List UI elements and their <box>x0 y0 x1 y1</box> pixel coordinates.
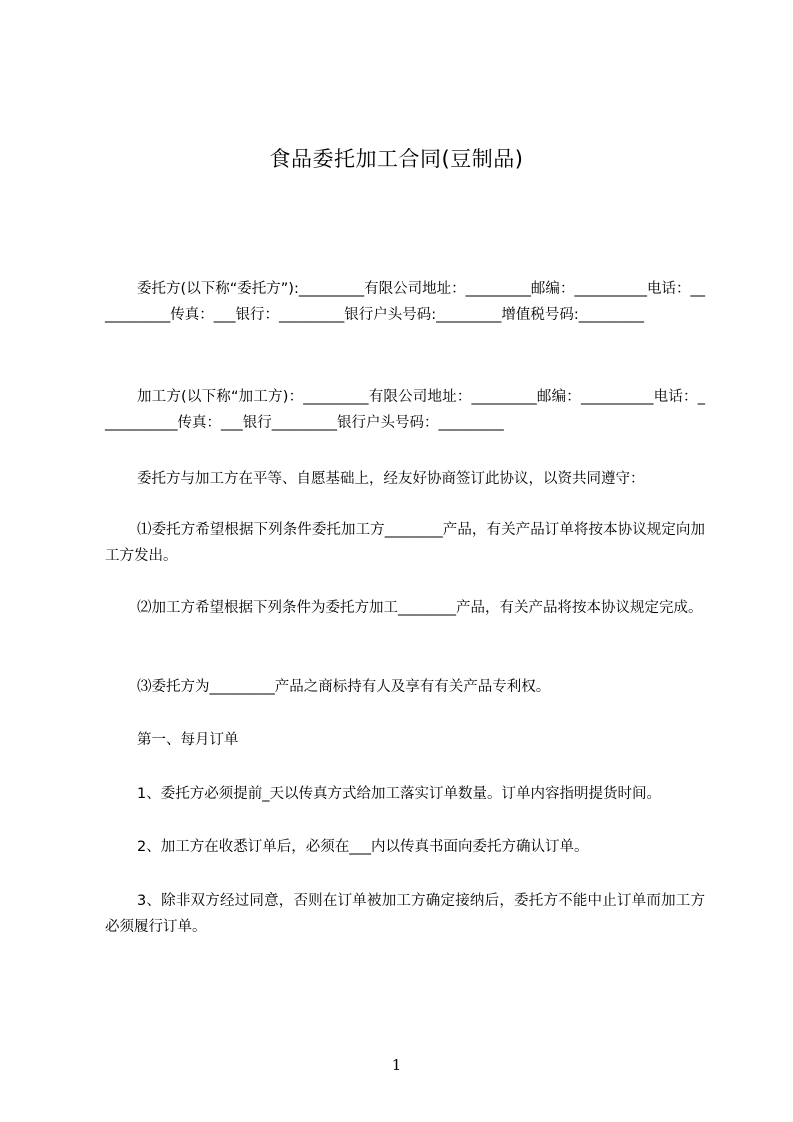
item-1-paragraph: 1、委托方必须提前_天以传真方式给加工落实订单数量。订单内容指明提货时间。 <box>137 786 661 802</box>
clause-2-paragraph: ⑵加工方希望根据下列条件为委托方加工________产品，有关产品将按本协议规定完成。 <box>137 600 703 616</box>
item-3-paragraph: 3、除非双方经过同意，否则在订单被加工方确定接纳后，委托方不能中止订单而加工方必须履行订单。 <box>105 893 705 935</box>
item-2-paragraph: 2、加工方在收悉订单后，必须在___内以传真书面向委托方确认订单。 <box>137 839 589 855</box>
party-a-info-paragraph: 委托方(以下称“委托方”):_________有限公司地址：_________邮编：__________电话：___________传真：___银行：_________银行户头号码:_________增值税号码:_________ <box>105 281 705 323</box>
party-b-info-paragraph: 加工方(以下称“加工方)：_________有限公司地址：_________邮编：__________电话：___________传真：___银行_________银行户头号码：_________ <box>105 389 705 431</box>
clause-1-paragraph: ⑴委托方希望根据下列条件委托加工方________产品，有关产品订单将按本协议规定向加工方发出。 <box>105 522 705 564</box>
agreement-preamble-paragraph: 委托方与加工方在平等、自愿基础上，经友好协商签订此协议，以资共同遵守： <box>137 471 645 487</box>
page-number: 1 <box>391 1056 402 1074</box>
clause-3-paragraph: ⑶委托方为_________产品之商标持有人及享有有关产品专利权。 <box>137 679 551 695</box>
document-title: 食品委托加工合同(豆制品) <box>269 147 524 171</box>
section-heading-monthly-orders: 第一、每月订单 <box>137 732 239 748</box>
